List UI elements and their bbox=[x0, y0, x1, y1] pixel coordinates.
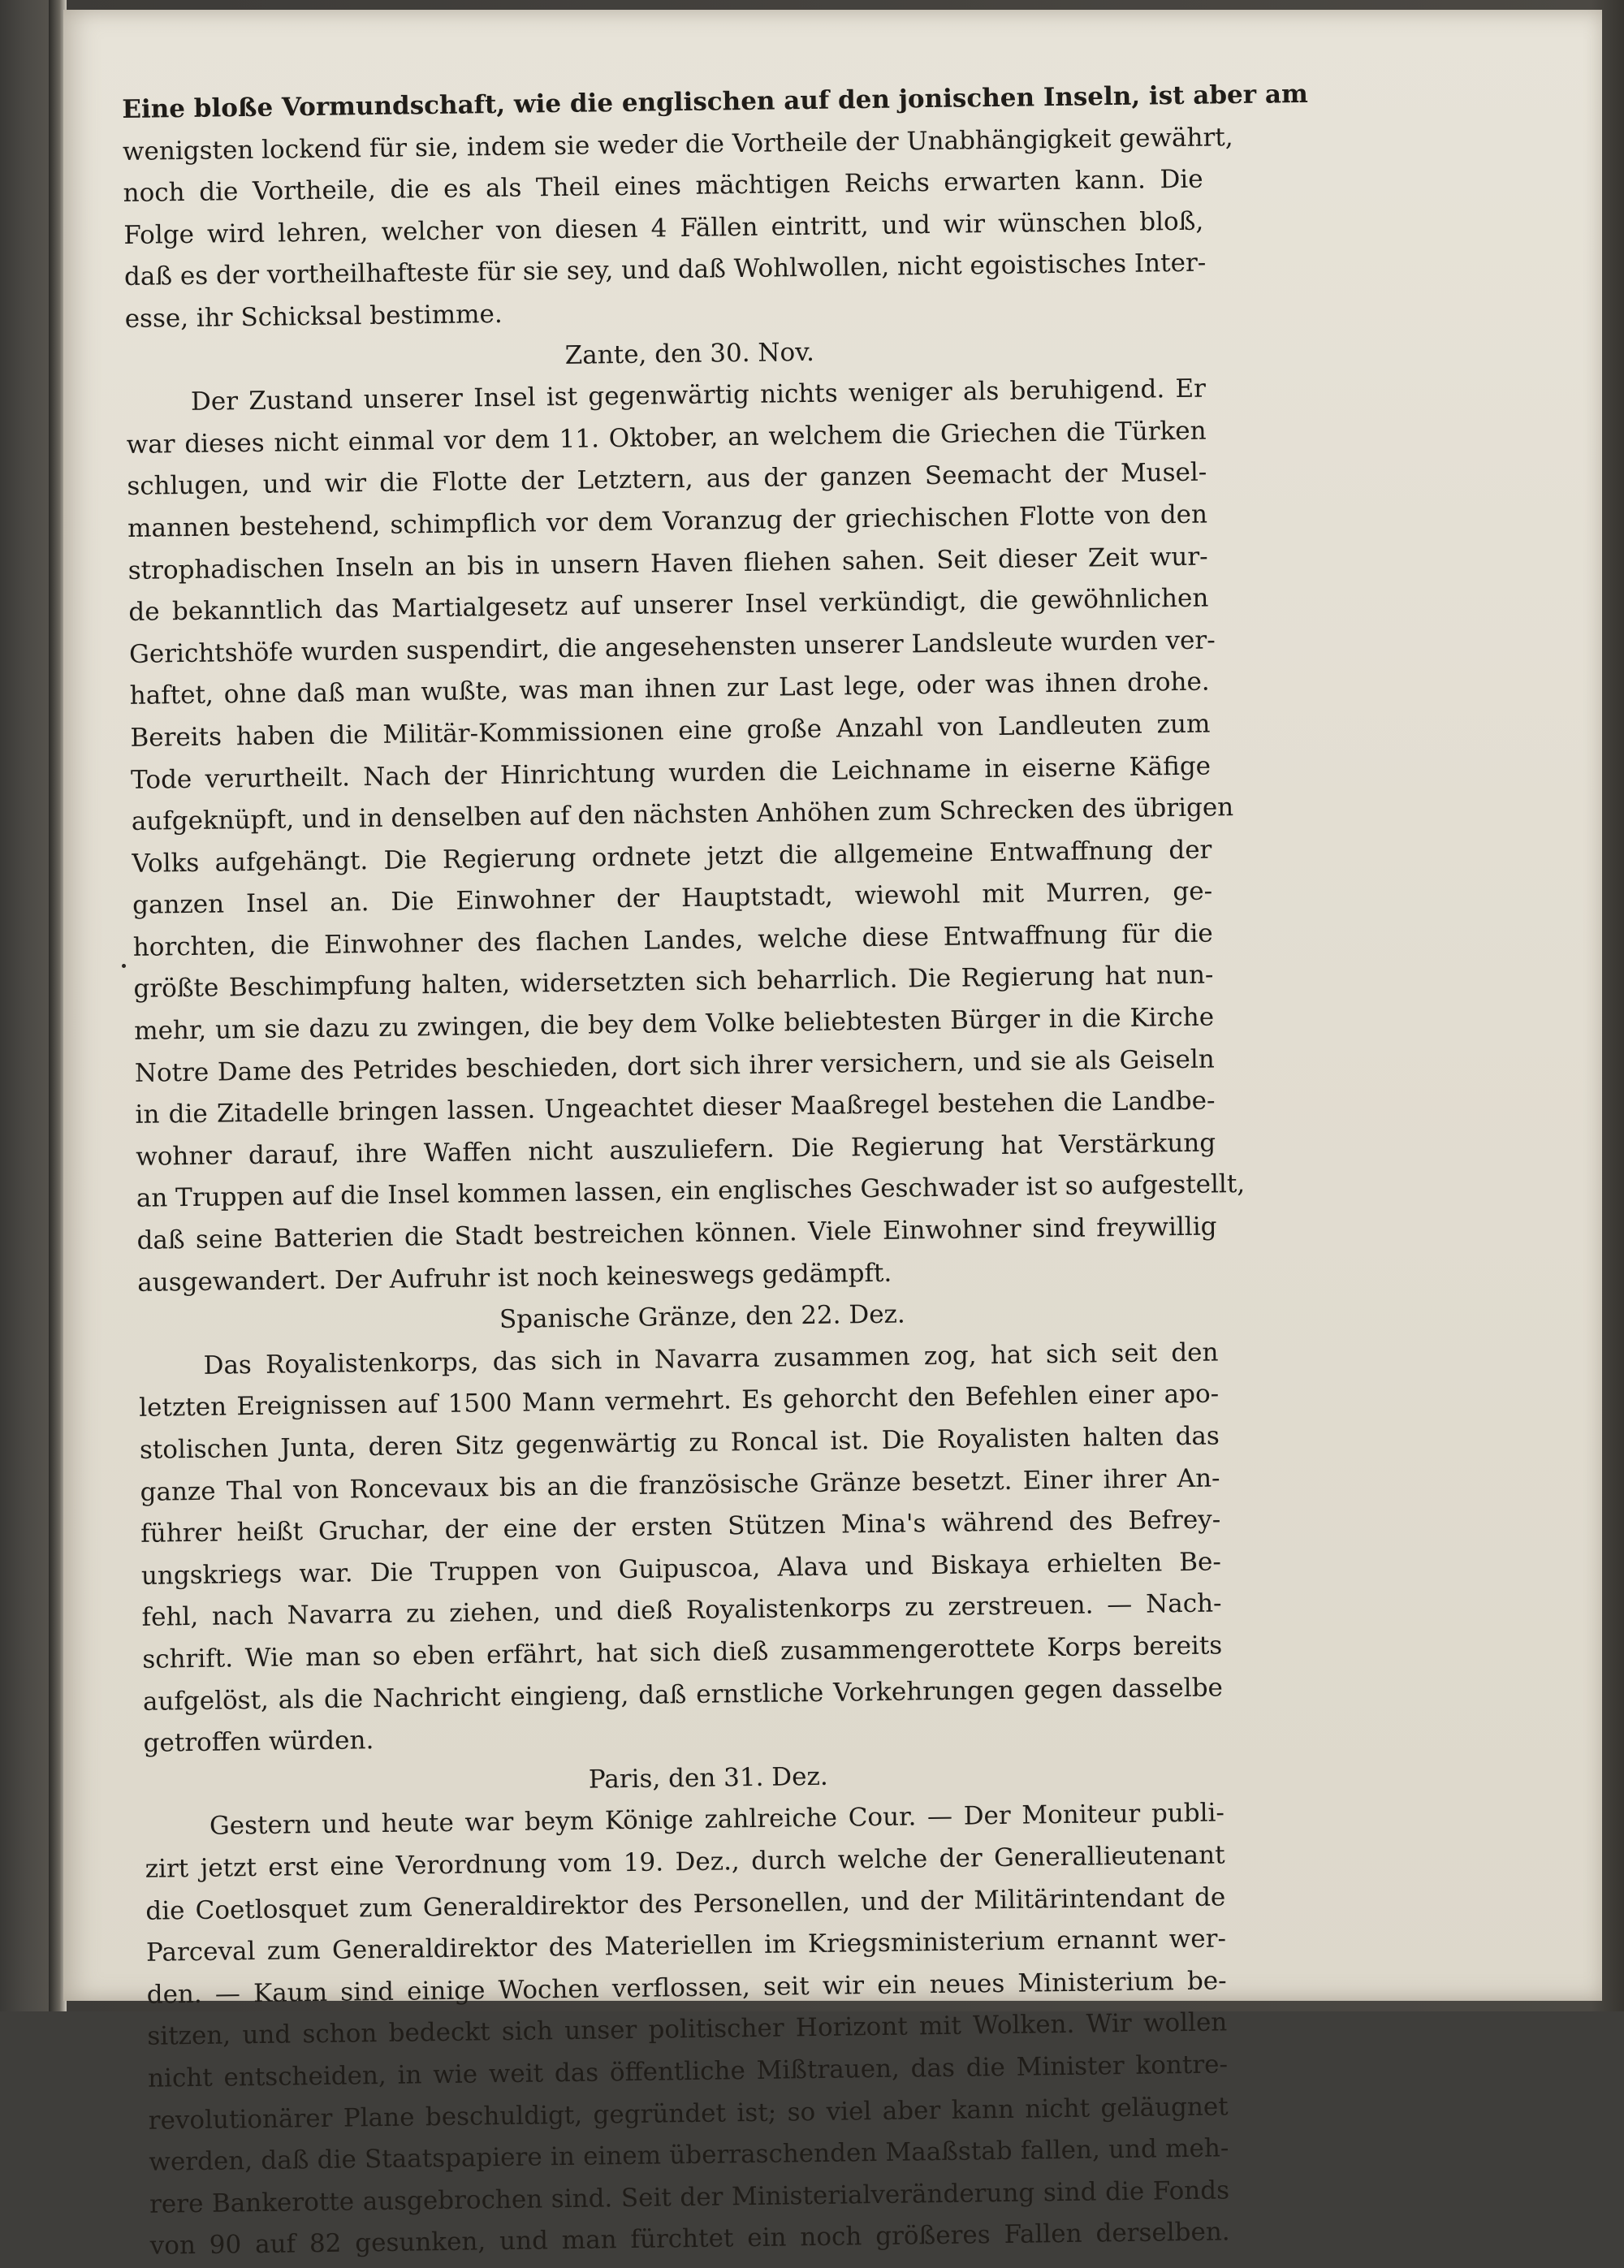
text-line: esse, ihr Schicksal bestimme. bbox=[124, 299, 503, 334]
text-line: sitzen, und schon bedeckt sich unser politischer Horizont mit Wolken. Wir wollen bbox=[147, 2007, 1228, 2052]
text-line: den. — Kaum sind einige Wochen verflossen, seit wir ein neues Ministerium be- bbox=[146, 1966, 1227, 2010]
text-line: größte Beschimpfung halten, widersetzten sich beharrlich. Die Regierung hat nun- bbox=[133, 960, 1214, 1004]
text-line: Volks aufgehängt. Die Regierung ordnete jetzt die allgemeine Entwaffnung der bbox=[132, 835, 1212, 879]
text-line: Bereits haben die Militär-Kommissionen eine große Anzahl von Landleuten zum bbox=[130, 709, 1211, 753]
text-line: an Truppen auf die Insel kommen lassen, ein englisches Geschwader ist so aufgestellt, bbox=[136, 1169, 1246, 1214]
dateline-spanische-graenze: Spanische Gränze, den 22. Dez. bbox=[499, 1299, 905, 1335]
text-line: war dieses nicht einmal vor dem 11. Oktober, an welchem die Griechen die Türken bbox=[126, 416, 1207, 460]
text-line: aufgeknüpft, und in denselben auf den nächsten Anhöhen zum Schrecken des übrigen bbox=[131, 793, 1234, 837]
text-line: ungskriegs war. Die Truppen von Guipuscoa, Alava und Biskaya erhielten Be- bbox=[140, 1547, 1222, 1591]
text-line: rere Bankerotte ausgebrochen sind. Seit der Ministerialveränderung sind die Fonds bbox=[149, 2175, 1230, 2219]
ink-speck bbox=[122, 964, 126, 968]
article-text bbox=[122, 76, 1308, 2268]
dateline-paris: Paris, den 31. Dez. bbox=[588, 1761, 828, 1795]
text-line: horchten, die Einwohner des flachen Landes, welche diese Entwaffnung für die bbox=[132, 918, 1213, 962]
text-line: Der Zustand unserer Insel ist gegenwärtig nichts weniger als beruhigend. Er bbox=[190, 374, 1207, 417]
text-line: nicht entscheiden, in wie weit das öffentliche Mißtrauen, das die Minister kontre- bbox=[147, 2050, 1229, 2093]
text-line: Folge wird lehren, welcher von diesen 4 Fällen eintritt, und wir wünschen bloß, bbox=[123, 206, 1204, 250]
text-line: schrift. Wie man so eben erfährt, hat sich dieß zusammengerottete Korps bereits bbox=[142, 1631, 1223, 1674]
text-line: zirt jetzt erst eine Verordnung vom 19. Dez., durch welche der Generallieutenant bbox=[145, 1840, 1225, 1884]
text-line: die Coetlosquet zum Generaldirektor des Personellen, und der Militärintendant de bbox=[145, 1881, 1226, 1926]
text-line: haftet, ohne daß man wußte, was man ihnen zur Last lege, oder was ihnen drohe. bbox=[129, 667, 1210, 711]
text-line: aufgelöst, als die Nachricht eingieng, daß ernstliche Vorkehrungen gegen dasselbe bbox=[142, 1672, 1224, 1717]
text-line: stolischen Junta, deren Sitz gegenwärtig zu Roncal ist. Die Royalisten halten das bbox=[139, 1421, 1220, 1465]
text-line: de bekanntlich das Martialgesetz auf unserer Insel verkündigt, die gewöhnlichen bbox=[128, 583, 1209, 628]
text-line: Eine bloße Vormundschaft, wie die englischen auf den jonischen Inseln, ist aber am bbox=[122, 79, 1308, 124]
text-line: noch die Vortheile, die es als Theil eines mächtigen Reichs erwarten kann. Die bbox=[123, 164, 1203, 209]
text-line: wohner darauf, ihre Waffen nicht auszuliefern. Die Regierung hat Verstärkung bbox=[135, 1128, 1216, 1172]
text-line: daß es der vortheilhafteste für sie sey, und daß Wohlwollen, nicht egoistisches Inter- bbox=[123, 248, 1207, 292]
text-line: Parceval zum Generaldirektor des Materiellen im Kriegsministerium ernannt wer- bbox=[145, 1924, 1227, 1968]
text-line: mehr, um sie dazu zu zwingen, die bey dem Volke beliebtesten Bürger in die Kirche bbox=[133, 1002, 1215, 1046]
text-line: Notre Dame des Petrides beschieden, dort sich ihrer versichern, und sie als Geiseln bbox=[134, 1044, 1215, 1088]
text-line: mannen bestehend, schimpflich vor dem Voranzug der griechischen Flotte von den bbox=[127, 499, 1208, 543]
text-line: letzten Ereignissen auf 1500 Mann vermehrt. Es gehorcht den Befehlen einer apo- bbox=[139, 1379, 1220, 1423]
text-line: führer heißt Gruchar, der eine der ersten Stützen Mina's während des Befrey- bbox=[140, 1505, 1221, 1549]
text-line: ganze Thal von Roncevaux bis an die französische Gränze besetzt. Einer ihrer An- bbox=[140, 1463, 1220, 1507]
text-line: wenigsten lockend für sie, indem sie weder die Vortheile der Unabhängigkeit gewährt, bbox=[122, 122, 1233, 166]
text-line: werden, daß die Staatspapiere in einem überraschenden Maaßstab fallen, und meh- bbox=[149, 2133, 1229, 2177]
text-line: Gestern und heute war beym Könige zahlreiche Cour. — Der Moniteur publi- bbox=[209, 1798, 1225, 1842]
text-line: Das Royalistenkorps, das sich in Navarra zusammen zog, hat sich seit den bbox=[203, 1337, 1219, 1380]
text-line: ganzen Insel an. Die Einwohner der Hauptstadt, wiewohl mit Murren, ge- bbox=[132, 876, 1213, 921]
text-line: daß seine Batterien die Stadt bestreichen können. Viele Einwohner sind freywillig bbox=[136, 1212, 1217, 1255]
text-line: Gerichtshöfe wurden suspendirt, die angesehensten unserer Landsleute wurden ver- bbox=[128, 625, 1216, 669]
dateline-zante: Zante, den 30. Nov. bbox=[564, 337, 815, 370]
text-line: fehl, nach Navarra zu ziehen, und dieß Royalistenkorps zu zerstreuen. — Nach- bbox=[141, 1588, 1222, 1633]
text-line: ausgewandert. Der Aufruhr ist noch keineswegs gedämpft. bbox=[137, 1258, 892, 1298]
text-line: von 90 auf 82 gesunken, und man fürchtet ein noch größeres Fallen derselben. bbox=[149, 2217, 1230, 2262]
text-line: strophadischen Inseln an bis in unsern Haven fliehen sahen. Seit dieser Zeit wur- bbox=[127, 542, 1208, 585]
text-line: Tode verurtheilt. Nach der Hinrichtung wurden die Leichname in eiserne Käfige bbox=[130, 751, 1212, 795]
text-line: getroffen würden. bbox=[143, 1726, 374, 1758]
text-line: schlugen, und wir die Flotte der Letztern, aus der ganzen Seemacht der Musel- bbox=[127, 457, 1207, 502]
text-line: revolutionärer Plane beschuldigt, gegründet ist; so viel aber kann nicht geläugnet bbox=[148, 2091, 1229, 2136]
text-line: in die Zitadelle bringen lassen. Ungeachtet dieser Maaßregel bestehen die Landbe- bbox=[135, 1086, 1216, 1130]
